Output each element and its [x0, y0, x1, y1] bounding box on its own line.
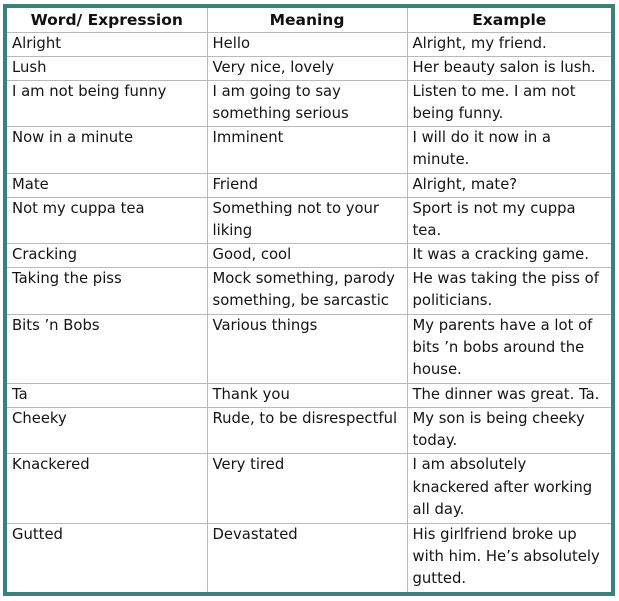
cell-word-expression: Knackered: [7, 454, 207, 523]
table-row: [7, 407, 611, 454]
table-row: [7, 244, 611, 268]
cell-example: His girlfriend broke up with him. He’s absolutely gutted.: [407, 523, 611, 592]
slang-table: [7, 8, 611, 592]
cell-meaning: Mock something, parody something, be sarcastic: [207, 267, 407, 314]
cell-word-expression: Lush: [7, 56, 207, 80]
cell-example: Sport is not my cuppa tea.: [407, 197, 611, 244]
cell-meaning: Thank you: [207, 383, 407, 407]
cell-word-expression: Bits ’n Bobs: [7, 314, 207, 383]
table-row: [7, 33, 611, 57]
cell-meaning: Friend: [207, 173, 407, 197]
cell-meaning: Rude, to be disrespectful: [207, 407, 407, 454]
table-row: [7, 267, 611, 314]
table-body: [7, 33, 611, 593]
table-row: [7, 127, 611, 174]
cell-word-expression: Not my cuppa tea: [7, 197, 207, 244]
cell-example: My son is being cheeky today.: [407, 407, 611, 454]
cell-meaning: Good, cool: [207, 244, 407, 268]
cell-word-expression: Gutted: [7, 523, 207, 592]
cell-word-expression: Now in a minute: [7, 127, 207, 174]
header-row: [7, 8, 611, 33]
cell-meaning: Very tired: [207, 454, 407, 523]
cell-meaning: Various things: [207, 314, 407, 383]
header-meaning: Meaning: [207, 8, 407, 33]
cell-word-expression: Cracking: [7, 244, 207, 268]
cell-word-expression: I am not being funny: [7, 80, 207, 127]
table-row: [7, 383, 611, 407]
table-row: [7, 197, 611, 244]
cell-example: Listen to me. I am not being funny.: [407, 80, 611, 127]
cell-meaning: I am going to say something serious: [207, 80, 407, 127]
cell-example: It was a cracking game.: [407, 244, 611, 268]
cell-word-expression: Taking the piss: [7, 267, 207, 314]
cell-meaning: Devastated: [207, 523, 407, 592]
table-row: [7, 56, 611, 80]
cell-meaning: Hello: [207, 33, 407, 57]
cell-example: Alright, my friend.: [407, 33, 611, 57]
cell-example: Alright, mate?: [407, 173, 611, 197]
cell-word-expression: Alright: [7, 33, 207, 57]
cell-example: I am absolutely knackered after working all day.: [407, 454, 611, 523]
cell-example: My parents have a lot of bits ’n bobs around the house.: [407, 314, 611, 383]
cell-example: I will do it now in a minute.: [407, 127, 611, 174]
table-row: [7, 523, 611, 592]
cell-meaning: Very nice, lovely: [207, 56, 407, 80]
cell-word-expression: Cheeky: [7, 407, 207, 454]
cell-meaning: Something not to your liking: [207, 197, 407, 244]
table-row: [7, 173, 611, 197]
header-example: Example: [407, 8, 611, 33]
cell-word-expression: Mate: [7, 173, 207, 197]
cell-example: Her beauty salon is lush.: [407, 56, 611, 80]
table-row: [7, 80, 611, 127]
cell-meaning: Imminent: [207, 127, 407, 174]
table-row: [7, 454, 611, 523]
cell-example: The dinner was great. Ta.: [407, 383, 611, 407]
table-row: [7, 314, 611, 383]
table-frame: [3, 4, 615, 596]
cell-word-expression: Ta: [7, 383, 207, 407]
cell-example: He was taking the piss of politicians.: [407, 267, 611, 314]
header-word-expression: Word/ Expression: [7, 8, 207, 33]
